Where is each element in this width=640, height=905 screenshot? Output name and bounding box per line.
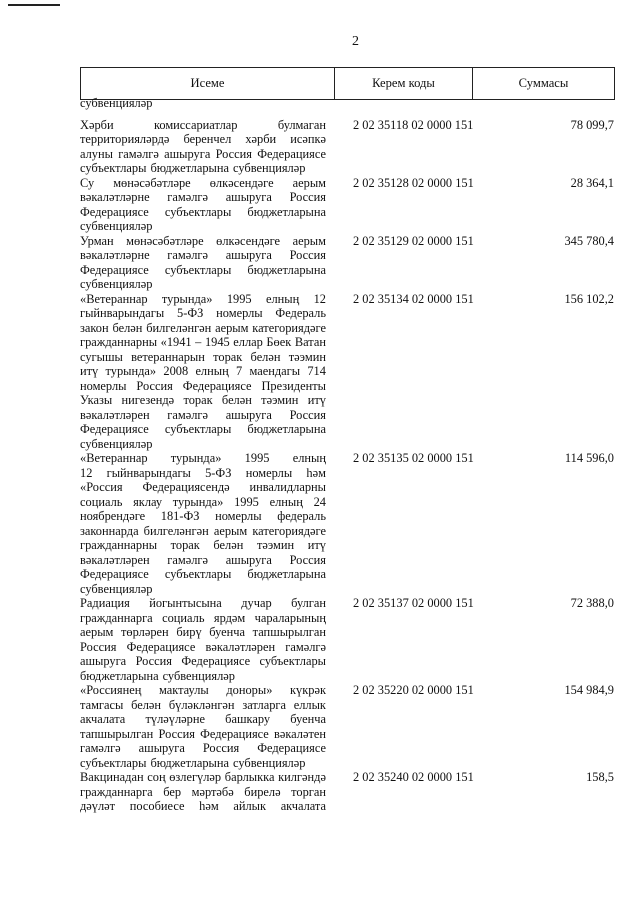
row-name-line: субвенциялəр <box>80 581 153 596</box>
row-amount: 345 780,4 <box>564 233 614 248</box>
page-number: 2 <box>352 34 359 49</box>
row-name-line: гыйнварындагы 5-ФЗ номерлы Федераль <box>80 306 326 320</box>
row-name <box>80 770 326 814</box>
table-row <box>80 118 614 176</box>
row-name-line: Россия Федерациясе вəкалəтлəрен гамəлгə <box>80 639 326 654</box>
row-name-line: Федерациясе субъектлары бюджетларына <box>80 204 326 219</box>
row-code: 2 02 35118 02 0000 151 <box>353 117 474 132</box>
row-name-line: субъектлары бюджетларына субвенциялəр <box>80 161 306 175</box>
row-amount: 72 388,0 <box>570 596 614 610</box>
row-code: 2 02 35128 02 0000 151 <box>353 175 474 190</box>
row-name <box>80 176 326 234</box>
row-name-line: вəкалəтлəрне гамəлгə ашыруга Россия <box>80 190 326 204</box>
row-code: 2 02 35134 02 0000 151 <box>353 291 474 306</box>
row-code: 2 02 35135 02 0000 151 <box>353 451 474 465</box>
table-row <box>80 451 614 596</box>
table-row <box>80 683 614 770</box>
row-name-line: законнарда билгелəнгəн аерым категориядəге <box>80 523 326 538</box>
row-amount: 78 099,7 <box>570 117 614 132</box>
table-row <box>80 176 614 234</box>
row-name-line: Указы нигезендə торак белəн тəэмин итү <box>80 393 326 407</box>
table-row <box>80 770 614 814</box>
row-name-line: вəкалəтлəрен гамəлгə ашыруга Россия <box>80 407 326 422</box>
row-amount: 156 102,2 <box>564 291 614 306</box>
row-name-line: Федерациясе субъектлары бюджетларына <box>80 262 326 277</box>
header-amount: Суммасы <box>518 76 569 90</box>
table-row <box>80 234 614 292</box>
row-name-line: Хəрби комиссариатлар булмаган <box>80 117 326 132</box>
row-name-line: вəкалəтлəрен гамəлгə ашыруга Россия <box>80 552 326 567</box>
header-name: Исеме <box>81 68 335 99</box>
row-name-line: аерым төрлəрен бирү буенча тапшырылган <box>80 625 326 639</box>
row-code: 2 02 35129 02 0000 151 <box>353 233 474 248</box>
row-name-line: ашыруга Россия Федерациясе субъектлары <box>80 654 326 668</box>
continued-text: субвенциялəр <box>80 96 153 110</box>
row-name-line: закон белəн билгелəнгəн аерым категориядəге <box>80 320 326 335</box>
row-name-line: гражданнарга социаль ярдəм чараларының <box>80 610 326 625</box>
table-row <box>80 292 614 452</box>
row-name-line: «Ветераннар турында» 1995 елның 12 <box>80 291 326 306</box>
row-name-line: сугышы ветераннарын торак белəн тəэмин <box>80 349 326 364</box>
row-name-line: 12 гыйнварындагы 5-ФЗ номерлы һəм <box>80 465 326 480</box>
row-amount: 28 364,1 <box>570 175 614 190</box>
row-name <box>80 596 326 683</box>
row-name-line: Су мөнəсəбəтлəре өлкəсендəге аерым <box>80 175 326 190</box>
row-name-line: субвенциялəр <box>80 219 153 233</box>
row-name-line: вəкалəтлəрне гамəлгə ашыруга Россия <box>80 248 326 262</box>
row-name-line: Федерациясе субъектлары бюджетларына <box>80 567 326 581</box>
row-name <box>80 118 326 176</box>
table-body <box>80 96 614 814</box>
row-name-line: гражданнарга бер мəртəбə бирелə торган <box>80 784 326 799</box>
row-name <box>80 683 326 770</box>
row-name-line: тамгасы белəн бүлəклəнгəн затларга еллык <box>80 697 326 712</box>
row-name-line: «Ветераннар турында» 1995 елның <box>80 451 326 465</box>
row-name-line: Урман мөнəсəбəтлəре өлкəсендəге аерым <box>80 233 326 248</box>
row-name-line: гражданнарны торак белəн тəэмин итү <box>80 538 326 552</box>
row-amount: 114 596,0 <box>564 451 614 465</box>
scan-artifact-line <box>8 4 60 6</box>
row-name-line: социаль яклау турында» 1995 елның 24 <box>80 494 326 509</box>
row-name-line: субъектлары бюджетларына субвенциялəр <box>80 755 306 770</box>
row-name-line: «Россиянең мактаулы доноры» күкрəк <box>80 683 326 697</box>
header-code: Керем коды <box>335 68 473 99</box>
table-row <box>80 596 614 683</box>
row-name-line: субвенциялəр <box>80 277 153 291</box>
row-name-line: гражданнарны «1941 – 1945 еллар Бөек Ватан <box>80 335 326 349</box>
row-name-line: акчалата түлəүлəрне башкару буенча <box>80 712 326 726</box>
row-name-line: тапшырылган Россия Федерациясе вəкалəтен <box>80 726 326 741</box>
row-name-line: гамəлгə ашыруга Россия Федерациясе <box>80 741 326 755</box>
row-code: 2 02 35137 02 0000 151 <box>353 596 474 610</box>
row-name-line: Федерациясе субъектлары бюджетларына <box>80 422 326 436</box>
row-name-line: дəүлəт пособиесе һəм айлык акчалата <box>80 799 326 813</box>
row-code: 2 02 35220 02 0000 151 <box>353 683 474 697</box>
row-name <box>80 292 326 452</box>
row-name <box>80 451 326 596</box>
row-name <box>80 234 326 292</box>
row-name-line: субвенциялəр <box>80 436 153 451</box>
row-name-line: алуны гамəлгə ашыруга Россия Федерациясе <box>80 146 326 161</box>
row-name-line: ноябрендəге 181-ФЗ номерлы федераль <box>80 509 326 523</box>
row-name-line: «Россия Федерациясендə инвалидларны <box>80 480 326 494</box>
row-name-line: номерлы Россия Федерациясе Президенты <box>80 378 326 393</box>
row-name-line: бюджетларына субвенциялəр <box>80 668 235 683</box>
row-name-line: Вакцинадан соң өзлегүлəр барлыкка килгəндə <box>80 770 326 784</box>
row-name-line: Радиация йогынтысына дучар булган <box>80 596 326 610</box>
row-name-line: территориялəрдə беренчел хəрби исəпкə <box>80 132 326 146</box>
row-amount: 154 984,9 <box>564 683 614 697</box>
row-name-line: итү турында» 2008 елның 7 маендагы 714 <box>80 364 326 378</box>
row-amount: 158,5 <box>586 770 614 784</box>
row-code: 2 02 35240 02 0000 151 <box>353 770 474 784</box>
